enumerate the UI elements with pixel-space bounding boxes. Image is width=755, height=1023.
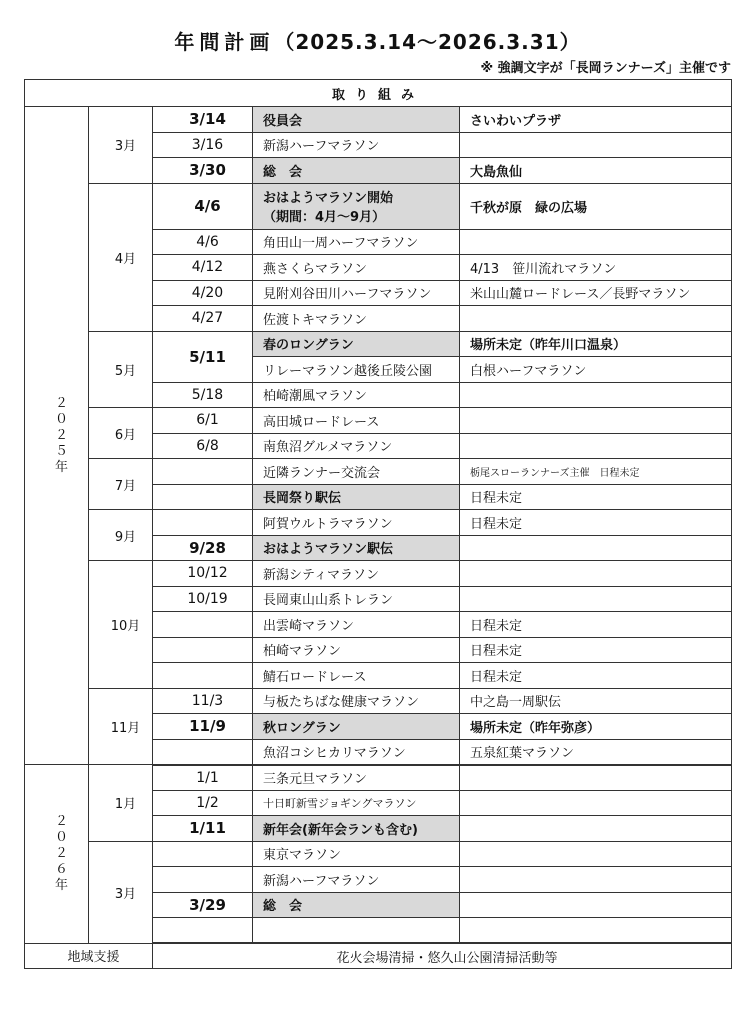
event-cell: 春のロングラン <box>253 331 460 357</box>
event-cell: 燕さくらマラソン <box>253 255 460 281</box>
date-cell: 4/12 <box>153 255 253 281</box>
event-cell: 新潟ハーフマラソン <box>253 132 460 158</box>
date-cell: 4/20 <box>153 280 253 306</box>
table-row <box>25 688 732 714</box>
month-cell: 3月 <box>89 107 153 184</box>
event-cell <box>253 918 460 944</box>
note-cell: 千秋が原 緑の広場 <box>460 183 732 229</box>
note-cell <box>460 790 732 816</box>
table-row <box>25 765 732 791</box>
date-cell <box>153 459 253 485</box>
date-cell <box>153 739 253 765</box>
note-cell <box>460 306 732 332</box>
date-cell: 3/30 <box>153 158 253 184</box>
event-cell: 与板たちばな健康マラソン <box>253 688 460 714</box>
note-cell: 栃尾スローランナーズ主催 日程未定 <box>460 459 732 485</box>
event-cell: 新潟シティマラソン <box>253 561 460 587</box>
note-cell <box>460 765 732 791</box>
note-cell: 大島魚仙 <box>460 158 732 184</box>
table-row <box>25 107 732 133</box>
event-cell: 新年会(新年会ランも含む) <box>253 816 460 842</box>
page-title <box>0 26 755 55</box>
note-cell <box>460 561 732 587</box>
date-cell: 10/19 <box>153 586 253 612</box>
date-cell: 1/2 <box>153 790 253 816</box>
date-cell <box>153 918 253 944</box>
date-cell <box>153 484 253 510</box>
note-cell: 場所未定（昨年川口温泉） <box>460 331 732 357</box>
table-row <box>25 510 732 536</box>
note-cell: 場所未定（昨年弥彦） <box>460 714 732 740</box>
table-row <box>25 459 732 485</box>
footer-row <box>25 943 732 969</box>
event-cell: 柏崎マラソン <box>253 637 460 663</box>
note-cell <box>460 816 732 842</box>
event-cell: 柏崎潮風マラソン <box>253 382 460 408</box>
note-cell: 日程未定 <box>460 637 732 663</box>
event-cell: おはようマラソン開始 （期間：4月〜9月） <box>253 183 460 229</box>
date-cell <box>153 612 253 638</box>
event-cell: 魚沼コシヒカリマラソン <box>253 739 460 765</box>
date-cell: 5/11 <box>153 331 253 382</box>
table-header: 取り組み <box>25 80 732 107</box>
annual-plan-table <box>24 79 732 969</box>
footer-label: 地域支援 <box>25 943 153 969</box>
event-cell: 長岡東山山系トレラン <box>253 586 460 612</box>
date-cell: 9/28 <box>153 535 253 561</box>
note-cell: 五泉紅葉マラソン <box>460 739 732 765</box>
date-cell: 3/29 <box>153 892 253 918</box>
footer-text: 花火会場清掃・悠久山公園清掃活動等 <box>153 943 732 969</box>
event-cell: 阿賀ウルトラマラソン <box>253 510 460 536</box>
date-cell <box>153 637 253 663</box>
note-cell: さいわいプラザ <box>460 107 732 133</box>
event-cell: 長岡祭り駅伝 <box>253 484 460 510</box>
month-cell: 4月 <box>89 183 153 331</box>
date-cell: 1/1 <box>153 765 253 791</box>
date-cell: 11/9 <box>153 714 253 740</box>
date-cell: 6/8 <box>153 433 253 459</box>
event-cell: リレーマラソン越後丘陵公園 <box>253 357 460 383</box>
date-cell: 4/6 <box>153 183 253 229</box>
month-cell: 3月 <box>89 841 153 943</box>
event-cell: 南魚沼グルメマラソン <box>253 433 460 459</box>
month-cell: 6月 <box>89 408 153 459</box>
month-cell: 11月 <box>89 688 153 765</box>
event-cell: 秋ロングラン <box>253 714 460 740</box>
note-cell <box>460 535 732 561</box>
table-row <box>25 408 732 434</box>
title-main: 年間計画 <box>174 30 275 54</box>
note-cell: 日程未定 <box>460 663 732 689</box>
table-row <box>25 561 732 587</box>
event-cell: 高田城ロードレース <box>253 408 460 434</box>
year-2026-cell: ２ ０ ２ ６ 年 <box>25 765 89 944</box>
title-range: （2025.3.14〜2026.3.31） <box>274 30 581 54</box>
date-cell: 3/14 <box>153 107 253 133</box>
table-row <box>25 331 732 357</box>
note-cell <box>460 229 732 255</box>
event-cell: 役員会 <box>253 107 460 133</box>
event-cell: 新潟ハーフマラソン <box>253 867 460 893</box>
date-cell: 6/1 <box>153 408 253 434</box>
note-cell <box>460 132 732 158</box>
organizer-note: ※ 強調文字が「長岡ランナーズ」主催です <box>480 61 731 76</box>
note-cell <box>460 867 732 893</box>
table-row <box>25 183 732 229</box>
date-cell <box>153 510 253 536</box>
note-cell <box>460 433 732 459</box>
event-cell: 見附刈谷田川ハーフマラソン <box>253 280 460 306</box>
note-cell: 日程未定 <box>460 484 732 510</box>
month-cell: 9月 <box>89 510 153 561</box>
note-cell: 日程未定 <box>460 612 732 638</box>
note-cell <box>460 892 732 918</box>
date-cell: 11/3 <box>153 688 253 714</box>
date-cell: 4/27 <box>153 306 253 332</box>
date-cell <box>153 867 253 893</box>
note-cell: 日程未定 <box>460 510 732 536</box>
event-cell: 総 会 <box>253 892 460 918</box>
event-cell: 佐渡トキマラソン <box>253 306 460 332</box>
note-cell: 4/13 笹川流れマラソン <box>460 255 732 281</box>
date-cell: 10/12 <box>153 561 253 587</box>
date-cell <box>153 663 253 689</box>
date-cell: 5/18 <box>153 382 253 408</box>
note-cell <box>460 918 732 944</box>
event-cell: 総 会 <box>253 158 460 184</box>
event-cell: 近隣ランナー交流会 <box>253 459 460 485</box>
event-cell: 東京マラソン <box>253 841 460 867</box>
month-cell: 1月 <box>89 765 153 842</box>
note-cell: 中之島一周駅伝 <box>460 688 732 714</box>
table-row <box>25 841 732 867</box>
note-cell: 白根ハーフマラソン <box>460 357 732 383</box>
note-cell <box>460 382 732 408</box>
date-cell: 3/16 <box>153 132 253 158</box>
event-cell: 十日町新雪ジョギングマラソン <box>253 790 460 816</box>
note-cell <box>460 408 732 434</box>
event-cell: 角田山一周ハーフマラソン <box>253 229 460 255</box>
month-cell: 10月 <box>89 561 153 689</box>
event-cell: 鯖石ロードレース <box>253 663 460 689</box>
date-cell: 1/11 <box>153 816 253 842</box>
date-cell: 4/6 <box>153 229 253 255</box>
month-cell: 7月 <box>89 459 153 510</box>
month-cell: 5月 <box>89 331 153 408</box>
note-cell: 米山山麓ロードレース／長野マラソン <box>460 280 732 306</box>
event-cell: 三条元旦マラソン <box>253 765 460 791</box>
event-cell: おはようマラソン駅伝 <box>253 535 460 561</box>
event-cell: 出雲崎マラソン <box>253 612 460 638</box>
note-cell <box>460 586 732 612</box>
year-2025-cell: ２ ０ ２ ５ 年 <box>25 107 89 765</box>
date-cell <box>153 841 253 867</box>
note-cell <box>460 841 732 867</box>
